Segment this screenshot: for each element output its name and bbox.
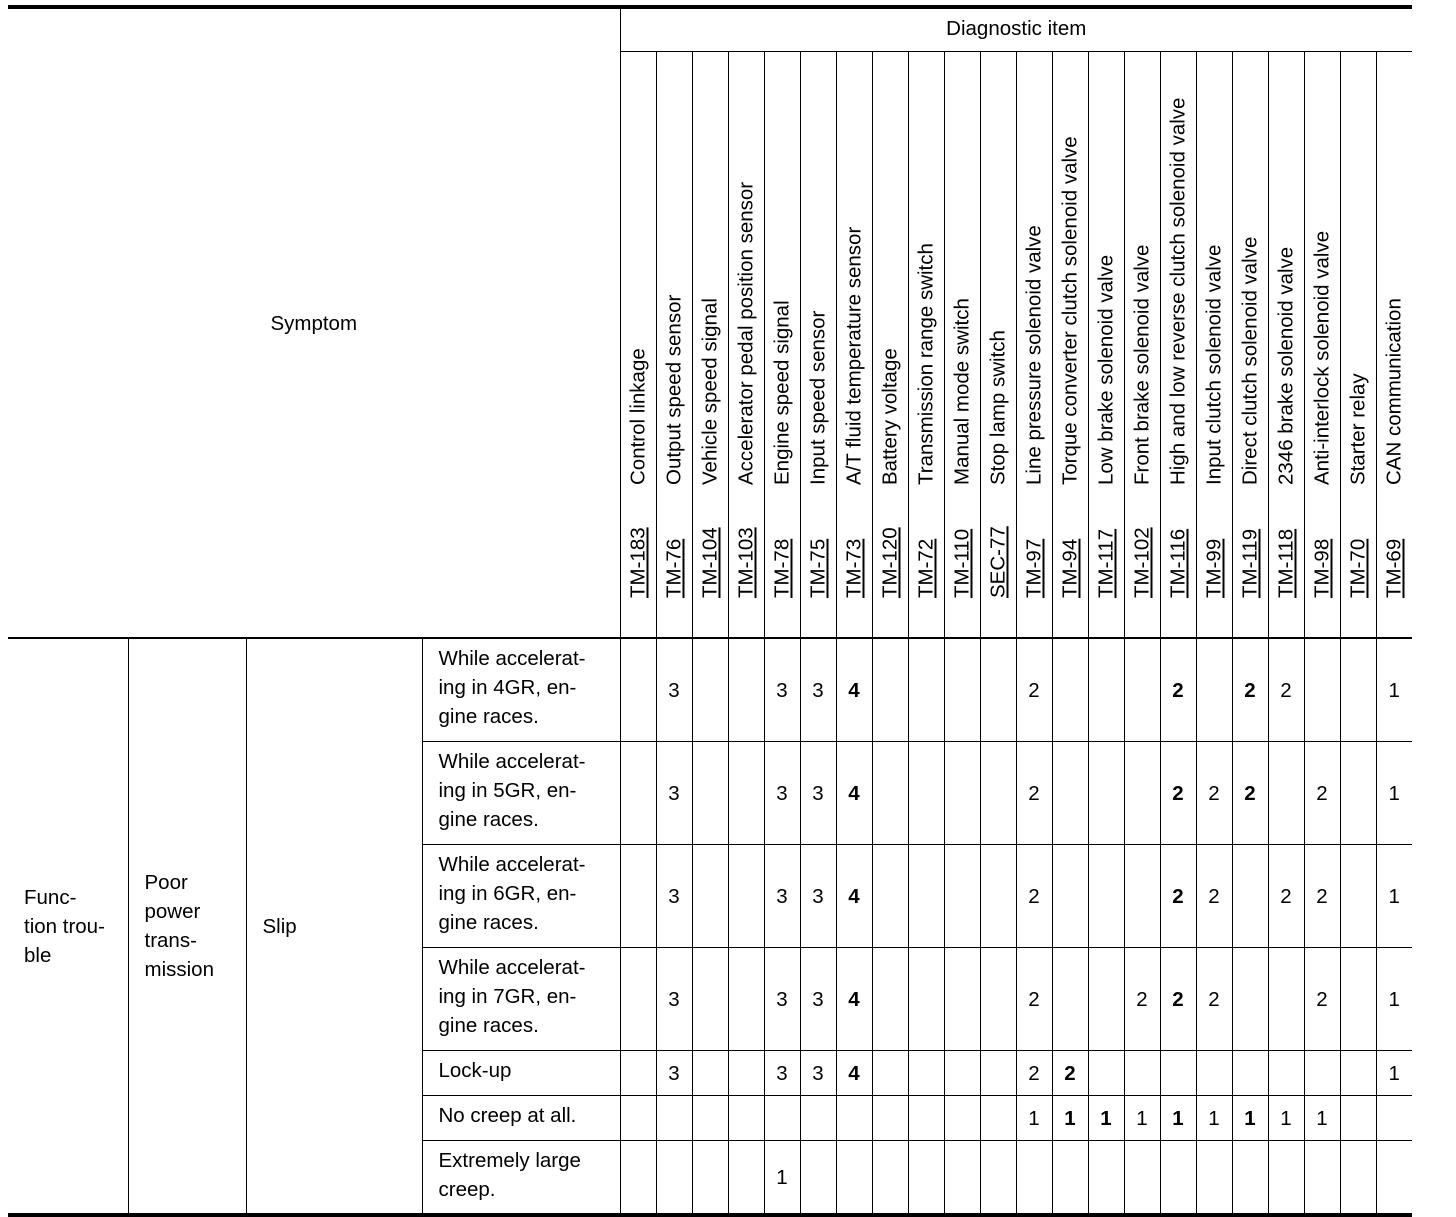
- column-header: [1124, 52, 1160, 639]
- column-header: [836, 52, 872, 639]
- priority-cell: [620, 948, 656, 1051]
- column-header-name: Engine speed signal: [770, 300, 794, 485]
- column-header: [1052, 52, 1088, 639]
- priority-cell: 3: [656, 845, 692, 948]
- priority-cell: [944, 845, 980, 948]
- priority-cell: [1052, 638, 1088, 742]
- priority-cell: [1268, 948, 1304, 1051]
- column-reference-link[interactable]: TM-78: [770, 538, 794, 598]
- priority-cell: [872, 845, 908, 948]
- priority-cell: [656, 1141, 692, 1216]
- column-reference-link[interactable]: TM-94: [1058, 538, 1082, 598]
- priority-cell: 1: [1016, 1096, 1052, 1141]
- priority-cell: 2: [1160, 845, 1196, 948]
- priority-cell: [1376, 1141, 1412, 1216]
- priority-cell: 4: [836, 638, 872, 742]
- priority-cell: 2: [1124, 948, 1160, 1051]
- priority-cell: [980, 1051, 1016, 1096]
- priority-cell: [728, 1096, 764, 1141]
- column-header-name: Transmission range switch: [914, 243, 938, 485]
- column-header: [692, 52, 728, 639]
- priority-cell: [620, 1051, 656, 1096]
- priority-cell: [1088, 948, 1124, 1051]
- priority-cell: 3: [800, 742, 836, 845]
- column-reference-link[interactable]: TM-69: [1382, 538, 1406, 598]
- priority-cell: 3: [764, 638, 800, 742]
- priority-cell: 2: [1304, 948, 1340, 1051]
- priority-cell: [1268, 742, 1304, 845]
- priority-cell: [1304, 1051, 1340, 1096]
- priority-cell: 2: [1232, 638, 1268, 742]
- priority-cell: [872, 638, 908, 742]
- priority-cell: [908, 1096, 944, 1141]
- priority-cell: 3: [764, 1051, 800, 1096]
- priority-cell: [980, 742, 1016, 845]
- priority-cell: 3: [764, 742, 800, 845]
- priority-cell: [728, 845, 764, 948]
- column-reference-link[interactable]: TM-117: [1094, 528, 1118, 598]
- column-reference-link[interactable]: TM-97: [1022, 538, 1046, 598]
- priority-cell: [908, 638, 944, 742]
- priority-cell: [1124, 638, 1160, 742]
- priority-cell: 1: [1304, 1096, 1340, 1141]
- priority-cell: [1088, 845, 1124, 948]
- priority-cell: [692, 1141, 728, 1216]
- column-header: [620, 52, 656, 639]
- priority-cell: [1268, 1051, 1304, 1096]
- priority-cell: [1340, 1096, 1376, 1141]
- column-header-name: 2346 brake solenoid valve: [1274, 246, 1298, 485]
- priority-cell: 3: [656, 742, 692, 845]
- priority-cell: [944, 1141, 980, 1216]
- priority-cell: 1: [1052, 1096, 1088, 1141]
- column-header-name: Direct clutch solenoid valve: [1238, 236, 1262, 485]
- column-reference-link[interactable]: TM-183: [626, 527, 650, 598]
- priority-cell: 1: [1376, 742, 1412, 845]
- priority-cell: 2: [1016, 845, 1052, 948]
- table-row: [8, 638, 1412, 742]
- column-reference-link[interactable]: SEC-77: [986, 526, 1010, 598]
- column-reference-link[interactable]: TM-76: [662, 538, 686, 598]
- priority-cell: 3: [800, 845, 836, 948]
- column-header: [872, 52, 908, 639]
- column-reference-link[interactable]: TM-118: [1274, 528, 1298, 598]
- priority-cell: [656, 1096, 692, 1141]
- priority-cell: 2: [1016, 742, 1052, 845]
- priority-cell: 2: [1268, 638, 1304, 742]
- priority-cell: [728, 1141, 764, 1216]
- priority-cell: [1052, 845, 1088, 948]
- priority-cell: [980, 1096, 1016, 1141]
- priority-cell: [944, 742, 980, 845]
- symptom-condition: While accelerat- ing in 6GR, en- gine races.: [422, 845, 620, 948]
- priority-cell: 2: [1160, 638, 1196, 742]
- priority-cell: [980, 638, 1016, 742]
- priority-cell: [872, 1141, 908, 1216]
- priority-cell: [944, 638, 980, 742]
- column-reference-link[interactable]: TM-110: [950, 528, 974, 598]
- column-header: [800, 52, 836, 639]
- column-header: [1232, 52, 1268, 639]
- priority-cell: 2: [1268, 845, 1304, 948]
- priority-cell: [692, 1051, 728, 1096]
- priority-cell: [908, 1051, 944, 1096]
- priority-cell: 3: [656, 638, 692, 742]
- priority-cell: [944, 948, 980, 1051]
- symptom-condition: While accelerat- ing in 7GR, en- gine races.: [422, 948, 620, 1051]
- priority-cell: [836, 1096, 872, 1141]
- priority-cell: [764, 1096, 800, 1141]
- priority-cell: [908, 845, 944, 948]
- symptom-condition: Extremely large creep.: [422, 1141, 620, 1216]
- priority-cell: [1268, 1141, 1304, 1216]
- priority-cell: 1: [1376, 638, 1412, 742]
- priority-cell: [1340, 845, 1376, 948]
- priority-cell: 2: [1232, 742, 1268, 845]
- priority-cell: [1088, 1141, 1124, 1216]
- priority-cell: [1124, 1051, 1160, 1096]
- priority-cell: [1232, 845, 1268, 948]
- priority-cell: 1: [1232, 1096, 1268, 1141]
- priority-cell: 2: [1016, 948, 1052, 1051]
- priority-cell: 2: [1016, 638, 1052, 742]
- column-header: [1376, 52, 1412, 639]
- column-reference-link[interactable]: TM-99: [1202, 538, 1226, 598]
- column-header-name: Battery voltage: [878, 348, 902, 485]
- priority-cell: 3: [656, 1051, 692, 1096]
- column-header: [656, 52, 692, 639]
- column-reference-link[interactable]: TM-120: [878, 527, 902, 598]
- priority-cell: [1232, 1141, 1268, 1216]
- priority-cell: [1340, 1051, 1376, 1096]
- priority-cell: [1088, 1051, 1124, 1096]
- priority-cell: 4: [836, 742, 872, 845]
- priority-cell: [1304, 638, 1340, 742]
- column-header-name: Starter relay: [1346, 373, 1370, 485]
- column-header-name: High and low reverse clutch solenoid valve: [1166, 97, 1190, 485]
- priority-cell: 1: [1376, 845, 1412, 948]
- column-reference-link[interactable]: TM-98: [1310, 538, 1334, 598]
- priority-cell: [728, 742, 764, 845]
- priority-cell: [1232, 948, 1268, 1051]
- column-reference-link[interactable]: TM-73: [842, 538, 866, 598]
- priority-cell: [944, 1096, 980, 1141]
- priority-cell: [1376, 1096, 1412, 1141]
- priority-cell: [1124, 845, 1160, 948]
- priority-cell: 1: [1088, 1096, 1124, 1141]
- priority-cell: [1196, 1051, 1232, 1096]
- column-header-name: Input clutch solenoid valve: [1202, 244, 1226, 485]
- priority-cell: [980, 948, 1016, 1051]
- column-header-name: Manual mode switch: [950, 298, 974, 485]
- priority-cell: 2: [1016, 1051, 1052, 1096]
- symptom-condition: No creep at all.: [422, 1096, 620, 1141]
- priority-cell: [872, 742, 908, 845]
- priority-cell: 1: [1376, 948, 1412, 1051]
- column-header-name: Front brake solenoid valve: [1130, 244, 1154, 485]
- symptom-condition: While accelerat- ing in 5GR, en- gine races.: [422, 742, 620, 845]
- header-row-top: [8, 7, 1412, 52]
- priority-cell: [620, 1096, 656, 1141]
- priority-cell: 1: [1376, 1051, 1412, 1096]
- priority-cell: [1340, 948, 1376, 1051]
- priority-cell: 2: [1304, 845, 1340, 948]
- column-header: [1304, 52, 1340, 639]
- column-header-name: Torque converter clutch solenoid valve: [1058, 136, 1082, 485]
- priority-cell: [872, 1051, 908, 1096]
- priority-cell: 2: [1304, 742, 1340, 845]
- priority-cell: 1: [1196, 1096, 1232, 1141]
- priority-cell: 4: [836, 845, 872, 948]
- priority-cell: 1: [1160, 1096, 1196, 1141]
- priority-cell: 3: [764, 948, 800, 1051]
- column-header-name: Accelerator pedal position sensor: [734, 181, 758, 485]
- priority-cell: 4: [836, 948, 872, 1051]
- priority-cell: [1052, 1141, 1088, 1216]
- priority-cell: [692, 742, 728, 845]
- priority-cell: [980, 845, 1016, 948]
- column-reference-link[interactable]: TM-70: [1346, 538, 1370, 598]
- priority-cell: [944, 1051, 980, 1096]
- symptom-condition: While accelerat- ing in 4GR, en- gine races.: [422, 638, 620, 742]
- priority-cell: [692, 845, 728, 948]
- symptom-condition: Lock-up: [422, 1051, 620, 1096]
- diagnostic-item-header: Diagnostic item: [620, 7, 1412, 52]
- priority-cell: [1196, 1141, 1232, 1216]
- column-header: [908, 52, 944, 639]
- column-reference-link[interactable]: TM-104: [698, 527, 722, 598]
- column-header-name: Stop lamp switch: [986, 330, 1010, 485]
- column-header: [1016, 52, 1052, 639]
- priority-cell: [836, 1141, 872, 1216]
- priority-cell: [620, 742, 656, 845]
- column-header: [944, 52, 980, 639]
- column-reference-link[interactable]: TM-103: [734, 527, 758, 598]
- priority-cell: [800, 1096, 836, 1141]
- symptom-level-3: Slip: [246, 638, 422, 1215]
- priority-cell: [1088, 742, 1124, 845]
- priority-cell: [1124, 1141, 1160, 1216]
- priority-cell: [1124, 742, 1160, 845]
- column-header: [1160, 52, 1196, 639]
- priority-cell: 3: [800, 1051, 836, 1096]
- column-header: [1196, 52, 1232, 639]
- priority-cell: 2: [1196, 948, 1232, 1051]
- column-reference-link[interactable]: TM-75: [806, 538, 830, 598]
- column-header: [728, 52, 764, 639]
- column-header-name: Line pressure solenoid valve: [1022, 225, 1046, 485]
- column-header: [1088, 52, 1124, 639]
- column-reference-link[interactable]: TM-119: [1238, 528, 1262, 598]
- priority-cell: [728, 638, 764, 742]
- priority-cell: [1052, 742, 1088, 845]
- diagnostic-table: [8, 5, 1412, 1217]
- symptom-header: Symptom: [8, 7, 620, 638]
- priority-cell: [1340, 1141, 1376, 1216]
- priority-cell: [908, 948, 944, 1051]
- priority-cell: 3: [800, 948, 836, 1051]
- priority-cell: 3: [656, 948, 692, 1051]
- priority-cell: [1340, 638, 1376, 742]
- priority-cell: 1: [1124, 1096, 1160, 1141]
- column-header-name: Anti-interlock solenoid valve: [1310, 230, 1334, 485]
- column-header-name: Control linkage: [626, 348, 650, 485]
- priority-cell: [692, 948, 728, 1051]
- column-reference-link[interactable]: TM-102: [1130, 527, 1154, 598]
- priority-cell: [620, 1141, 656, 1216]
- priority-cell: [1304, 1141, 1340, 1216]
- priority-cell: [1340, 742, 1376, 845]
- column-header-name: A/T fluid temperature sensor: [842, 226, 866, 485]
- priority-cell: [980, 1141, 1016, 1216]
- priority-cell: 2: [1196, 845, 1232, 948]
- priority-cell: [620, 638, 656, 742]
- symptom-level-2: Poor power trans- mission: [128, 638, 246, 1215]
- priority-cell: 2: [1196, 742, 1232, 845]
- priority-cell: 4: [836, 1051, 872, 1096]
- priority-cell: 1: [764, 1141, 800, 1216]
- column-header: [1340, 52, 1376, 639]
- symptom-level-1: Func- tion trou- ble: [8, 638, 128, 1215]
- priority-cell: [1088, 638, 1124, 742]
- column-reference-link[interactable]: TM-116: [1166, 528, 1190, 598]
- priority-cell: [872, 948, 908, 1051]
- column-header: [980, 52, 1016, 639]
- priority-cell: [908, 1141, 944, 1216]
- priority-cell: [908, 742, 944, 845]
- priority-cell: [1016, 1141, 1052, 1216]
- priority-cell: 3: [764, 845, 800, 948]
- column-header-name: Low brake solenoid valve: [1094, 254, 1118, 485]
- priority-cell: 1: [1268, 1096, 1304, 1141]
- column-header-name: Input speed sensor: [806, 310, 830, 485]
- priority-cell: [728, 1051, 764, 1096]
- column-header: [1268, 52, 1304, 639]
- priority-cell: [1160, 1051, 1196, 1096]
- priority-cell: [1160, 1141, 1196, 1216]
- priority-cell: [728, 948, 764, 1051]
- priority-cell: [692, 638, 728, 742]
- priority-cell: [800, 1141, 836, 1216]
- priority-cell: [620, 845, 656, 948]
- priority-cell: 2: [1052, 1051, 1088, 1096]
- priority-cell: [692, 1096, 728, 1141]
- priority-cell: [1196, 638, 1232, 742]
- priority-cell: 3: [800, 638, 836, 742]
- priority-cell: 2: [1160, 948, 1196, 1051]
- priority-cell: [1232, 1051, 1268, 1096]
- priority-cell: [1052, 948, 1088, 1051]
- column-header-name: Output speed sensor: [662, 294, 686, 485]
- column-reference-link[interactable]: TM-72: [914, 538, 938, 598]
- column-header: [764, 52, 800, 639]
- priority-cell: [872, 1096, 908, 1141]
- column-header-name: Vehicle speed signal: [698, 298, 722, 485]
- column-header-name: CAN communication: [1382, 298, 1406, 485]
- priority-cell: 2: [1160, 742, 1196, 845]
